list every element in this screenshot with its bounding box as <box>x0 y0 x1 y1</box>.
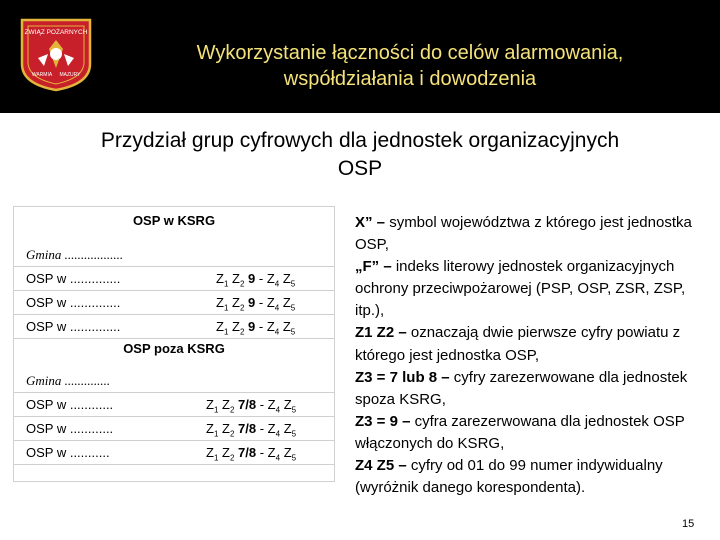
row-label: OSP w .............. <box>26 271 121 286</box>
legend-desc: cyfry zarezerwowane dla jednostek spoza KSRG, <box>355 368 688 408</box>
row-code: $Z_1$ $Z_2$ $9 - Z_4$ $Z_5$ <box>216 319 296 337</box>
section-title-ksrg: OSP w KSRG <box>132 213 216 228</box>
row-label: OSP w .............. <box>26 295 121 310</box>
legend-term: Z3 = 7 lub 8 – <box>355 368 454 386</box>
row-code: $Z_1$ $Z_2$ $7/8 - Z_4$ $Z_5$ <box>206 421 297 439</box>
row-code: $Z_1$ $Z_2$ $7/8 - Z_4$ $Z_5$ <box>206 445 297 463</box>
legend-desc: oznaczają dwie pierwsze cyfry powiatu z którego jest jednostka OSP, <box>355 324 681 364</box>
row-label: OSP w ............ <box>26 421 114 436</box>
header-bar <box>0 0 720 113</box>
table-row <box>14 267 334 291</box>
table-row <box>14 441 334 465</box>
legend-term: Z1 Z2 – <box>355 324 411 342</box>
row-label: OSP w ............ <box>26 397 114 412</box>
legend-desc: symbol województwa z którego jest jednostka OSP, <box>355 214 692 254</box>
table-row <box>14 291 334 315</box>
table-row <box>14 393 334 417</box>
table-row <box>14 315 334 339</box>
legend-desc: indeks literowy jednostek organizacyjnych ochrony przeciwpożarowej (PSP, OSP, ZSR, ZSP, itp.), <box>355 258 686 320</box>
slide-subtitle <box>20 127 700 183</box>
fire-brigade-emblem-logo <box>18 16 94 92</box>
subtitle-line1: Przydział grup cyfrowych dla jednostek organizacyjnych <box>100 129 620 152</box>
logo-top-text: ZWIĄZ POŻARNYCH <box>24 29 88 36</box>
row-label: OSP w ........... <box>26 445 110 460</box>
section-title-poza-ksrg: OSP poza KSRG <box>123 341 225 356</box>
legend-term: Z3 = 9 – <box>355 412 415 430</box>
gmina-row <box>14 369 334 393</box>
gmina-label: Gmina .................. <box>26 247 124 262</box>
gmina-row <box>14 243 334 267</box>
legend-desc: cyfra zarezerwowana dla jednostek OSP włączonych do KSRG, <box>355 412 685 452</box>
legend-desc: cyfry od 01 do 99 numer indywidualny (wyróżnik danego korespondenta). <box>355 457 663 497</box>
gmina-label: Gmina .............. <box>26 373 111 388</box>
row-label: OSP w .............. <box>26 319 121 334</box>
legend-term: Z4 Z5 – <box>355 457 411 475</box>
row-code: $Z_1$ $Z_2$ $7/8 - Z_4$ $Z_5$ <box>206 397 297 415</box>
row-code: $Z_1$ $Z_2$ $9 - Z_4$ $Z_5$ <box>216 271 296 289</box>
call-sign-table <box>13 206 335 482</box>
table-row <box>14 417 334 441</box>
page-number: 15 <box>682 518 695 530</box>
slide-title <box>110 40 710 92</box>
slide-title-line2: współdziałania i dowodzenia <box>283 68 537 90</box>
logo-bottom-right-text: MAZURY <box>59 72 81 78</box>
row-code: $Z_1$ $Z_2$ $9 - Z_4$ $Z_5$ <box>216 295 296 313</box>
section-header-poza-ksrg <box>14 337 334 361</box>
legend-text <box>355 212 700 499</box>
legend-term: „F” – <box>355 258 396 276</box>
logo-bottom-left-text: WARMIA <box>31 72 53 78</box>
slide-title-line1: Wykorzystanie łączności do celów alarmowania, <box>196 42 624 64</box>
legend-term: X” – <box>355 214 390 231</box>
section-header-ksrg <box>14 209 334 233</box>
subtitle-line2: OSP <box>337 157 383 180</box>
